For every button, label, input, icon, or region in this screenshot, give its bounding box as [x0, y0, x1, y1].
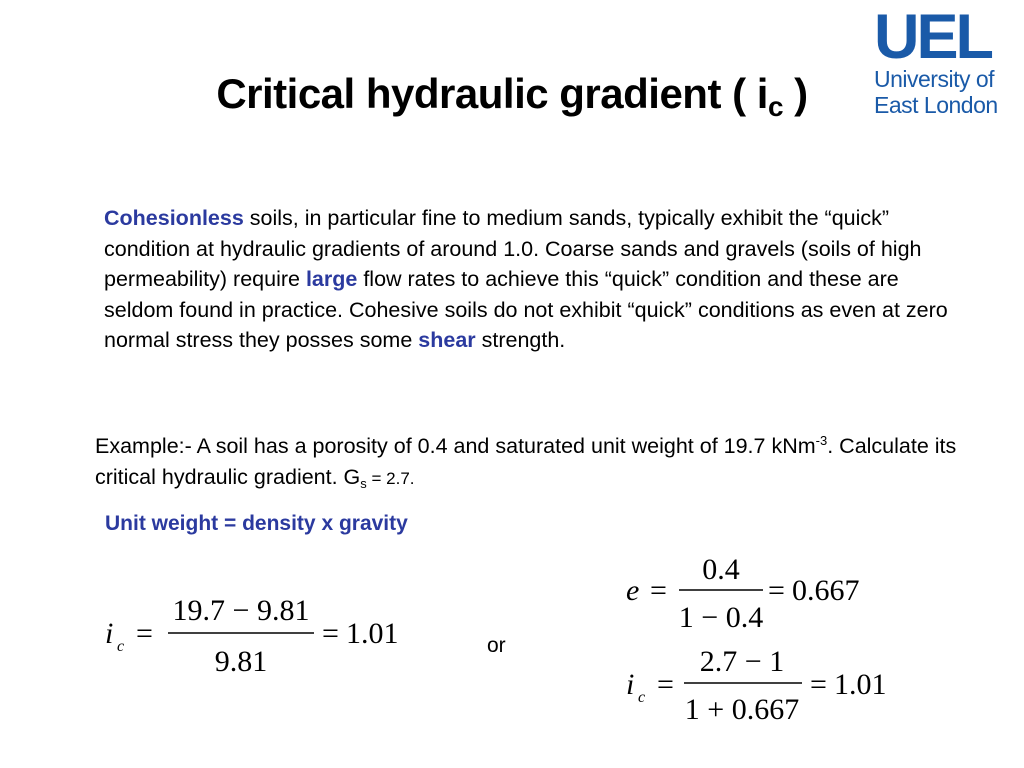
eq1-var: i — [105, 617, 114, 650]
eq1-var-subscript: c — [117, 638, 125, 655]
eq2-equals-2: = — [768, 574, 785, 607]
eq1-numerator: 19.7 − 9.81 — [172, 594, 310, 627]
eq1-equals: = — [136, 617, 153, 650]
highlight-shear: shear — [418, 328, 476, 352]
title-subscript: c — [767, 91, 784, 122]
unit-weight-heading: Unit weight = density x gravity — [105, 512, 408, 535]
eq2-numerator: 0.4 — [702, 553, 740, 586]
eq3-result: 1.01 — [834, 668, 887, 701]
uel-logo-mark: UEL — [874, 2, 991, 72]
eq2-result: 0.667 — [792, 574, 860, 607]
equation-void-ratio — [622, 548, 892, 638]
eq3-numerator: 2.7 − 1 — [699, 645, 785, 678]
logo-text-line2: East London — [874, 92, 998, 118]
gs-subscript: s — [360, 476, 367, 491]
eq2-denominator: 1 − 0.4 — [678, 601, 764, 634]
eq3-var: i — [626, 668, 635, 701]
highlight-large: large — [305, 267, 358, 291]
eq3-denominator: 1 + 0.667 — [684, 693, 800, 726]
eq1-equals-2: = — [322, 617, 339, 650]
equation-ic-direct — [100, 585, 420, 685]
or-text: or — [487, 634, 506, 657]
logo-text-line1: University of — [874, 66, 995, 92]
eq3-var-subscript: c — [638, 689, 646, 706]
eq2-var: e — [626, 574, 640, 607]
eq3-equals-2: = — [810, 668, 827, 701]
eq3-equals: = — [657, 668, 674, 701]
eq2-equals: = — [650, 574, 667, 607]
unit-exponent: -3 — [815, 433, 828, 448]
eq1-result: 1.01 — [346, 617, 399, 650]
eq1-denominator: 9.81 — [214, 645, 268, 678]
body-paragraph: Cohesionless soils, in particular fine to medium sands, typically exhibit the “quick” condition at hydraulic gradients of around 1.0. Coarse sands and gravels (soils of high permeability) require large flow rates to achieve this “quick” condition and these are seldom found in practice. Cohesive soils do not exhibit “quick” conditions as even at zero normal stress they posses some shear strength. — [104, 206, 948, 352]
highlight-cohesionless: Cohesionless — [104, 206, 244, 230]
example-text: Example:- A soil has a porosity of 0.4 and saturated unit weight of 19.7 kNm$^{-3}$. Calculate its critical hydraulic gradient. Gs = 2.7. — [95, 433, 957, 491]
equation-ic-from-void-ratio — [622, 640, 912, 730]
slide-title: Critical hydraulic gradient ( $i_c$ ) — [216, 70, 808, 122]
